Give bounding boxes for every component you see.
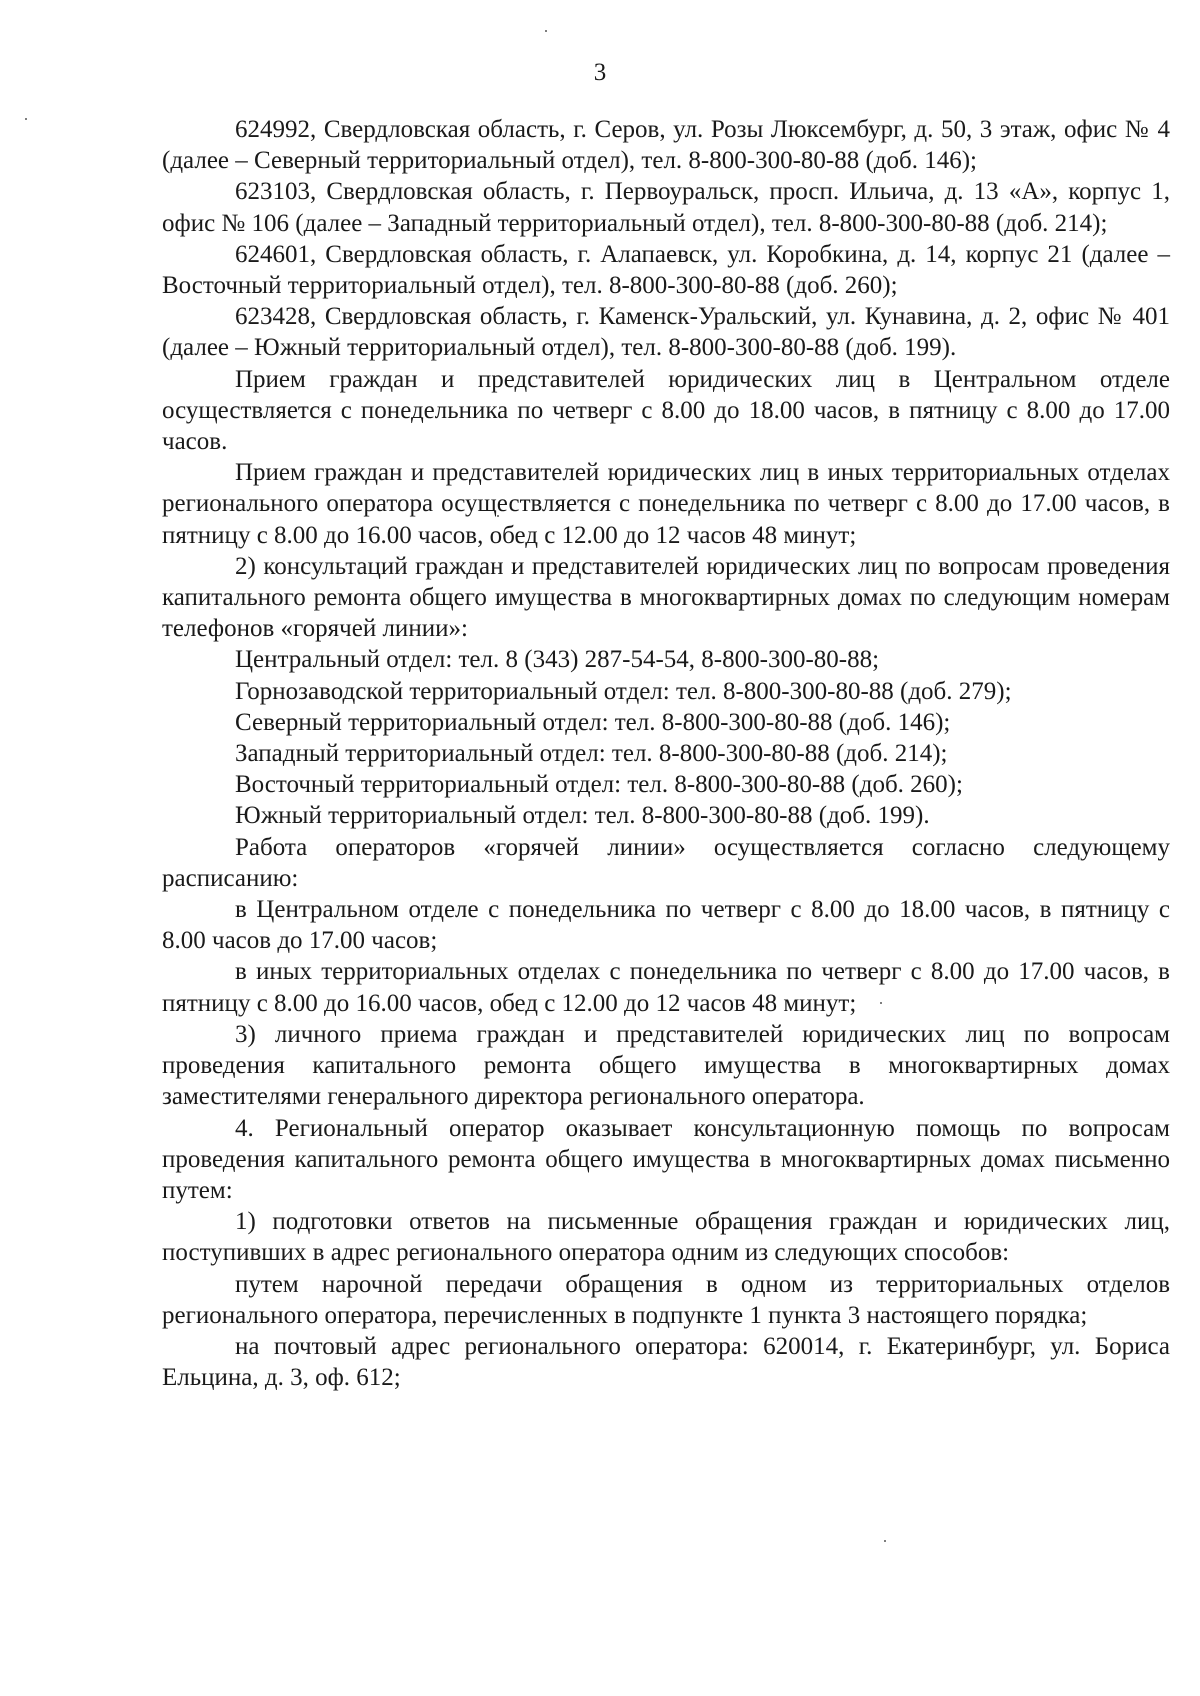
- paragraph-east-office: 624601, Свердловская область, г. Алапаевск, ул. Коробкина, д. 14, корпус 21 (далее – Восточный территориальный отдел), тел. 8-800-300-80-88 (доб. 260);: [162, 240, 1170, 300]
- hotline-south: Южный территориальный отдел: тел. 8-800-300-80-88 (доб. 199).: [235, 802, 930, 830]
- paragraph-central-reception-hours: Прием граждан и представителей юридических лиц в Центральном отделе осуществляется с понедельника по четверг с 8.00 до 18.00 часов, в пятницу с 8.00 до 17.00 часов.: [162, 365, 1170, 456]
- paragraph-north-office: 624992, Свердловская область, г. Серов, ул. Розы Люксембург, д. 50, 3 этаж, офис № 4 (далее – Северный территориальный отдел), тел. 8-800-300-80-88 (доб. 146);: [162, 116, 1170, 175]
- paragraph-written-consultation: 4. Региональный оператор оказывает консультационную помощь по вопросам проведения капитального ремонта общего имущества в многоквартирных домах письменно путем:: [162, 1114, 1170, 1204]
- paragraph-other-hotline-hours: в иных территориальных отделах с понедельника по четверг с 8.00 до 17.00 часов, в пятницу с 8.00 до 16.00 часов, обед с 12.00 до 12 часов 48 минут;: [162, 958, 1170, 1017]
- paragraph-central-hotline-hours: в Центральном отделе с понедельника по четверг с 8.00 до 18.00 часов, в пятницу с 8.00 часов до 17.00 часов;: [162, 896, 1170, 955]
- paragraph-hotline-schedule: Работа операторов «горячей линии» осуществляется согласно следующему расписанию:: [162, 833, 1170, 892]
- scan-speck: [25, 118, 27, 120]
- scan-speck: [545, 30, 547, 32]
- page-number: 3: [593, 59, 607, 86]
- paragraph-west-office: 623103, Свердловская область, г. Первоуральск, просп. Ильича, д. 13 «А», корпус 1, офис № 106 (далее – Западный территориальный отдел), тел. 8-800-300-80-88 (доб. 214);: [162, 178, 1170, 237]
- hotline-east: Восточный территориальный отдел: тел. 8-800-300-80-88 (доб. 260);: [235, 771, 963, 799]
- hotline-gornozavodskoy: Горнозаводской территориальный отдел: тел. 8-800-300-80-88 (доб. 279);: [235, 677, 1012, 705]
- document-body: [162, 114, 1170, 1393]
- paragraph-postal-address: на почтовый адрес регионального оператора: 620014, г. Екатеринбург, ул. Бориса Ельцина, д. 3, оф. 612;: [162, 1332, 1170, 1392]
- paragraph-other-reception-hours: Прием граждан и представителей юридических лиц в иных территориальных отделах регионального оператора осуществляется с понедельника по четверг с 8.00 до 17.00 часов, в пятницу с 8.00 до 16.00 часов, обед с 12.00 до 12 часов 48 минут;: [162, 459, 1170, 549]
- paragraph-written-answers: 1) подготовки ответов на письменные обращения граждан и юридических лиц, поступивших в адрес регионального оператора одним из следующих способов:: [162, 1208, 1170, 1267]
- paragraph-hotline-intro: 2) консультаций граждан и представителей юридических лиц по вопросам проведения капитального ремонта общего имущества в многоквартирных домах по следующим номерам телефонов «горячей линии»:: [162, 552, 1170, 643]
- hotline-west: Западный территориальный отдел: тел. 8-800-300-80-88 (доб. 214);: [235, 740, 948, 768]
- scan-speck: [884, 1540, 886, 1542]
- paragraph-hand-delivery: путем нарочной передачи обращения в одном из территориальных отделов регионального оператора, перечисленных в подпункте 1 пункта 3 настоящего порядка;: [162, 1270, 1170, 1329]
- hotline-central: Центральный отдел: тел. 8 (343) 287-54-54, 8-800-300-80-88;: [235, 646, 880, 674]
- hotline-north: Северный территориальный отдел: тел. 8-800-300-80-88 (доб. 146);: [235, 708, 951, 736]
- paragraph-personal-reception: 3) личного приема граждан и представителей юридических лиц по вопросам проведения капитального ремонта общего имущества в многоквартирных домах заместителями генерального директора регионального оператора.: [162, 1020, 1170, 1111]
- paragraph-south-office: 623428, Свердловская область, г. Каменск-Уральский, ул. Кунавина, д. 2, офис № 401 (далее – Южный территориальный отдел), тел. 8-800-300-80-88 (доб. 199).: [162, 303, 1170, 362]
